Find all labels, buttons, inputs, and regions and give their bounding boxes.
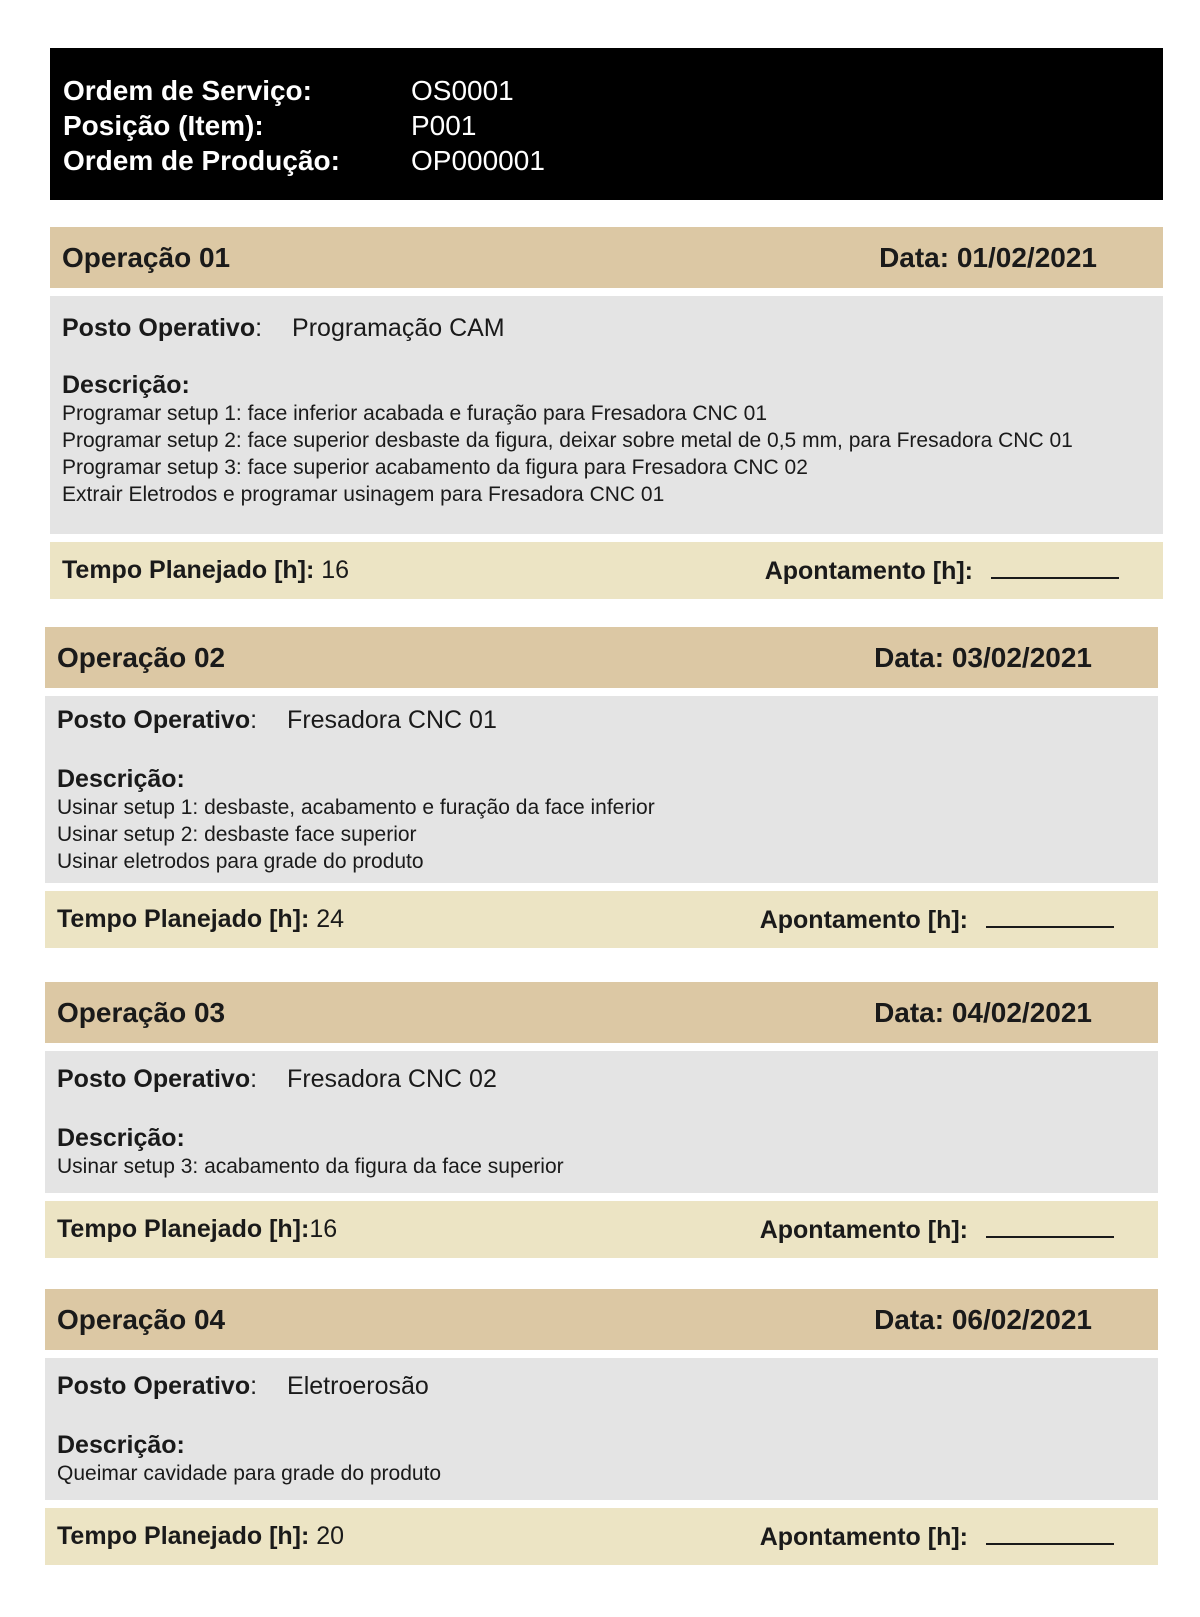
- apontamento-label: Apontamento [h]:: [764, 557, 973, 585]
- apontamento: [765, 555, 1119, 586]
- posto-row: [57, 1372, 1146, 1401]
- description-label: Descrição:: [57, 1431, 185, 1459]
- operation-card-01: [50, 227, 1163, 599]
- posto-label: Posto Operativo: [57, 1372, 251, 1400]
- posto-label: Posto Operativo: [62, 314, 256, 342]
- planned-time: [57, 905, 344, 934]
- apontamento-label: Apontamento [h]:: [759, 906, 968, 934]
- planned-time-label: Tempo Planejado [h]:: [57, 1215, 310, 1243]
- header-row-position: [63, 108, 1163, 143]
- operation-body: [45, 1358, 1158, 1500]
- posto-value: Eletroerosão: [287, 1372, 429, 1400]
- header-row-production-order: [63, 143, 1163, 178]
- planned-time: [62, 556, 349, 585]
- planned-time-label: Tempo Planejado [h]:: [57, 905, 310, 933]
- posto-separator: :: [255, 314, 263, 342]
- planned-time-bar: [50, 542, 1163, 599]
- order-header: [50, 48, 1163, 200]
- posto-row: [62, 314, 1151, 343]
- posto-value: Programação CAM: [292, 314, 505, 342]
- planned-time: [57, 1522, 344, 1551]
- planned-time-bar: [45, 891, 1158, 948]
- apontamento: [760, 904, 1114, 935]
- posto-label: Posto Operativo: [57, 1065, 251, 1093]
- description-label: Descrição:: [57, 1124, 185, 1152]
- apontamento-blank-field[interactable]: [991, 555, 1119, 579]
- operation-body: [50, 296, 1163, 534]
- operation-title-bar: [45, 1289, 1158, 1350]
- operation-body: [45, 1051, 1158, 1193]
- header-label: Ordem de Produção:: [63, 144, 340, 176]
- posto-label: Posto Operativo: [57, 706, 251, 734]
- planned-time-value: 20: [309, 1522, 345, 1550]
- description-line: Programar setup 2: face superior desbaste da figura, deixar sobre metal de 0,5 mm, para Fresadora CNC 01: [62, 429, 1073, 452]
- description-line: Programar setup 1: face inferior acabada e furação para Fresadora CNC 01: [62, 402, 768, 425]
- planned-time-value: 16: [309, 1215, 338, 1243]
- apontamento-blank-field[interactable]: [986, 1214, 1114, 1238]
- description-line: Programar setup 3: face superior acabamento da figura para Fresadora CNC 02: [62, 456, 808, 479]
- header-value: OP000001: [411, 144, 545, 176]
- posto-value: Fresadora CNC 02: [287, 1065, 497, 1093]
- operation-card-04: [45, 1289, 1158, 1565]
- apontamento: [760, 1521, 1114, 1552]
- header-row-service-order: [63, 73, 1163, 108]
- operation-title: Operação 02: [57, 641, 226, 673]
- operation-date: Data: 01/02/2021: [879, 241, 1097, 273]
- planned-time-bar: [45, 1201, 1158, 1258]
- planned-time-label: Tempo Planejado [h]:: [57, 1522, 310, 1550]
- operation-title: Operação 03: [57, 996, 226, 1028]
- operation-card-02: [45, 627, 1158, 948]
- description-line: Usinar eletrodos para grade do produto: [57, 850, 424, 873]
- posto-separator: :: [250, 1065, 258, 1093]
- operation-title-bar: [45, 982, 1158, 1043]
- description-line: Usinar setup 2: desbaste face superior: [57, 823, 417, 846]
- operation-title-bar: [50, 227, 1163, 288]
- apontamento-blank-field[interactable]: [986, 904, 1114, 928]
- planned-time-bar: [45, 1508, 1158, 1565]
- operation-card-03: [45, 982, 1158, 1258]
- operation-title-bar: [45, 627, 1158, 688]
- description-label: Descrição:: [57, 765, 185, 793]
- operation-title: Operação 04: [57, 1303, 226, 1335]
- operation-date: Data: 04/02/2021: [874, 996, 1092, 1028]
- header-label: Posição (Item):: [63, 109, 264, 141]
- description-line: Queimar cavidade para grade do produto: [57, 1462, 442, 1485]
- apontamento: [760, 1214, 1114, 1245]
- operation-date: Data: 03/02/2021: [874, 641, 1092, 673]
- header-label: Ordem de Serviço:: [63, 74, 312, 106]
- planned-time-label: Tempo Planejado [h]:: [62, 556, 315, 584]
- description-label: Descrição:: [62, 371, 190, 399]
- operation-body: [45, 696, 1158, 883]
- operation-date: Data: 06/02/2021: [874, 1303, 1092, 1335]
- description-line: Extrair Eletrodos e programar usinagem para Fresadora CNC 01: [62, 483, 665, 506]
- posto-value: Fresadora CNC 01: [287, 706, 497, 734]
- planned-time-value: 16: [314, 556, 350, 584]
- apontamento-blank-field[interactable]: [986, 1521, 1114, 1545]
- posto-row: [57, 1065, 1146, 1094]
- header-value: OS0001: [411, 74, 514, 106]
- planned-time: [57, 1215, 337, 1244]
- description-line: Usinar setup 3: acabamento da figura da face superior: [57, 1155, 564, 1178]
- posto-separator: :: [250, 1372, 258, 1400]
- description-line: Usinar setup 1: desbaste, acabamento e furação da face inferior: [57, 796, 655, 819]
- apontamento-label: Apontamento [h]:: [759, 1523, 968, 1551]
- header-value: P001: [411, 109, 477, 141]
- planned-time-value: 24: [309, 905, 345, 933]
- apontamento-label: Apontamento [h]:: [759, 1216, 968, 1244]
- operation-title: Operação 01: [62, 241, 231, 273]
- posto-separator: :: [250, 706, 258, 734]
- posto-row: [57, 706, 1146, 735]
